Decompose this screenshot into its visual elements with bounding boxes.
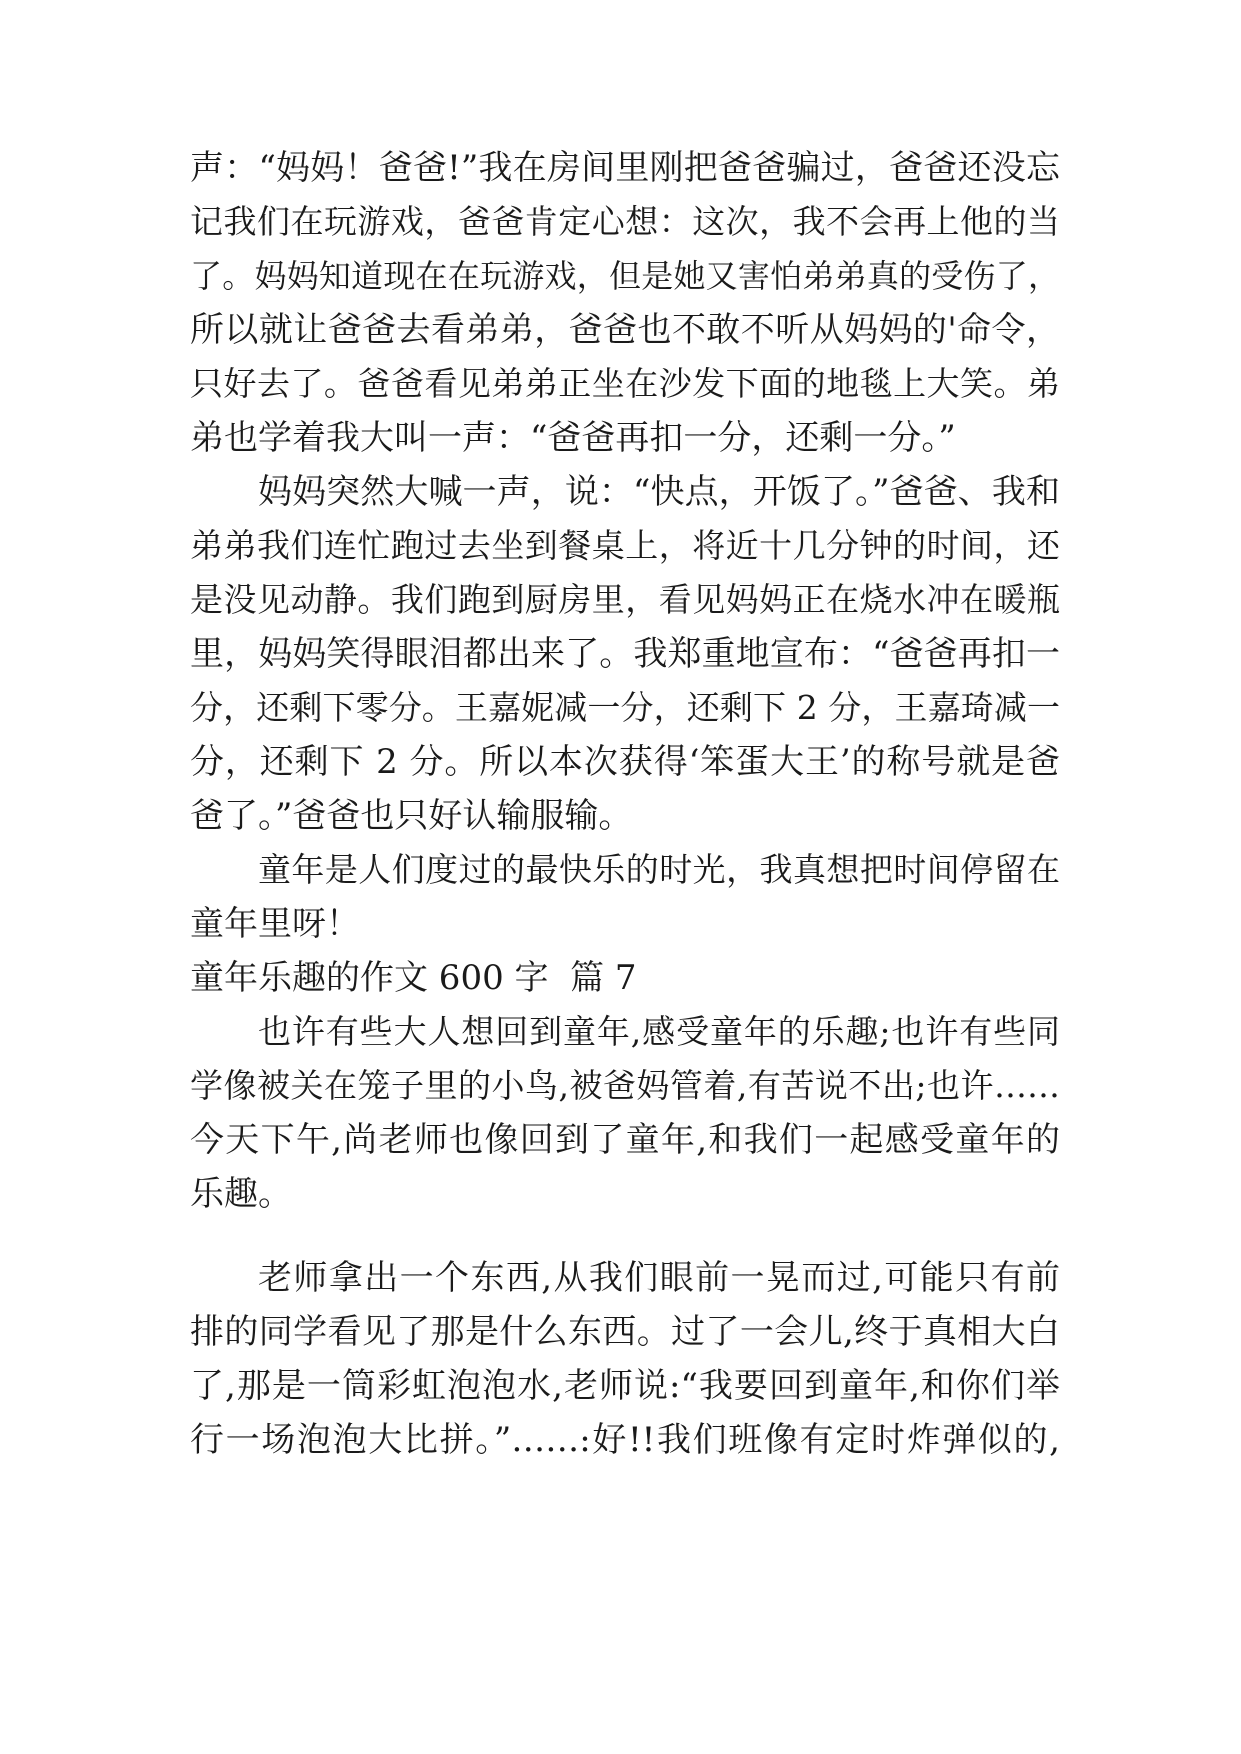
paragraph-line: 妈妈突然大喊一声，说：“快点，开饭了。”爸爸、我和	[258, 472, 1060, 512]
paragraph-line: 爸了。”爸爸也只好认输服输。	[190, 796, 633, 836]
paragraph-line: 了,那是一筒彩虹泡泡水,老师说:“我要回到童年,和你们举	[190, 1366, 1060, 1406]
paragraph-line: 所以就让爸爸去看弟弟，爸爸也不敢不听从妈妈的'命令，	[190, 310, 1060, 350]
paragraph-line: 里，妈妈笑得眼泪都出来了。我郑重地宣布：“爸爸再扣一	[190, 634, 1060, 674]
paragraph-line: 弟弟我们连忙跑过去坐到餐桌上，将近十几分钟的时间，还	[190, 526, 1060, 565]
paragraph-line: 童年里呀！	[190, 904, 360, 944]
paragraph-line: 行一场泡泡大比拼。”……:好!!我们班像有定时炸弹似的,	[190, 1420, 1060, 1460]
paragraph-line: 弟也学着我大叫一声：“爸爸再扣一分，还剩一分。”	[190, 418, 956, 458]
paragraph-line: 记我们在玩游戏，爸爸肯定心想：这次，我不会再上他的当	[190, 202, 1060, 241]
paragraph-line: 只好去了。爸爸看见弟弟正坐在沙发下面的地毯上大笑。弟	[190, 364, 1060, 403]
paragraph-line: 了。妈妈知道现在在玩游戏，但是她又害怕弟弟真的受伤了，	[190, 257, 1060, 295]
paragraph-line: 乐趣。	[190, 1174, 292, 1214]
paragraph-line: 童年是人们度过的最快乐的时光，我真想把时间停留在	[258, 850, 1060, 889]
paragraph-line: 分，还剩下 2 分。所以本次获得‘笨蛋大王’的称号就是爸	[190, 742, 1060, 782]
paragraph-line: 声：“妈妈！爸爸!”我在房间里刚把爸爸骗过，爸爸还没忘	[190, 148, 1060, 188]
section-heading: 童年乐趣的作文 600 字 篇 7	[190, 958, 637, 998]
paragraph-line: 今天下午,尚老师也像回到了童年,和我们一起感受童年的	[190, 1120, 1060, 1160]
paragraph-line: 分，还剩下零分。王嘉妮减一分，还剩下 2 分，王嘉琦减一	[190, 688, 1060, 727]
paragraph-line: 学像被关在笼子里的小鸟,被爸妈管着,有苦说不出;也许……	[190, 1066, 1060, 1105]
paragraph-line: 是没见动静。我们跑到厨房里，看见妈妈正在烧水冲在暖瓶	[190, 580, 1060, 619]
paragraph-line: 也许有些大人想回到童年,感受童年的乐趣;也许有些同	[258, 1012, 1060, 1051]
paragraph-line: 排的同学看见了那是什么东西。过了一会儿,终于真相大白	[190, 1312, 1060, 1352]
paragraph-line: 老师拿出一个东西,从我们眼前一晃而过,可能只有前	[258, 1258, 1060, 1298]
